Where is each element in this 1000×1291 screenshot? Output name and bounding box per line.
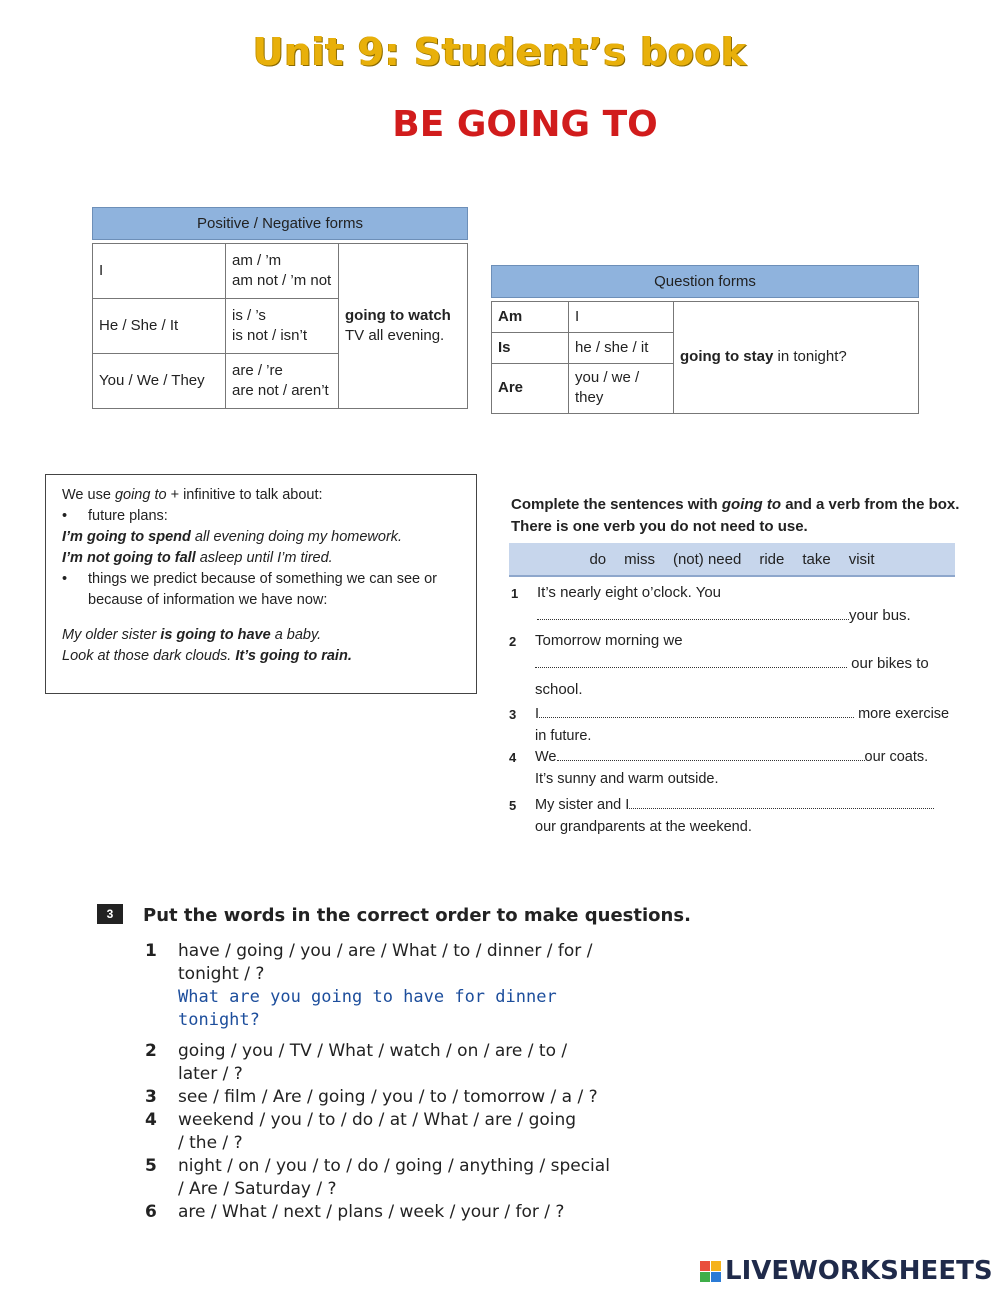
subject-cell: I [93, 244, 226, 299]
item-number: 2 [145, 1041, 157, 1061]
verb-negative: are not / aren’t [232, 382, 329, 399]
info-example: My older sister is going to have a baby. [62, 627, 322, 644]
verb-option: visit [848, 550, 875, 568]
verb-positive: am / ’m [232, 251, 282, 269]
question-item: 5 night / on / you / to / do / going / anything / special / Are / Saturday / ? [145, 1156, 610, 1199]
verb-positive: is / ’s [232, 306, 266, 324]
liveworksheets-logo: LIVEWORKSHEETS [700, 1256, 993, 1286]
info-example: I’m going to spend all evening doing my homework. [62, 529, 403, 546]
item-number: 1 [145, 941, 157, 961]
exercise-item: 3 I more exercise in future. [535, 703, 959, 748]
exercise-item: 4 We our coats. It’s sunny and warm outside. [535, 746, 955, 791]
complement-bold: going to stay [680, 348, 774, 366]
aux-cell: Are [492, 364, 569, 414]
verb-option: (not) need [672, 550, 742, 568]
subject-cell: You / We / They [93, 354, 226, 409]
question-item: 4 weekend / you / to / do / at / What / are / going / the / ? [145, 1110, 577, 1153]
section-title: Put the words in the correct order to make questions. [143, 905, 691, 926]
answer-text[interactable]: tonight? [178, 1009, 260, 1030]
question-item: 6 are / What / next / plans / week / your / for / ? [145, 1202, 565, 1222]
answer-blank[interactable] [535, 653, 847, 668]
verb-option: do [589, 550, 607, 568]
item-number: 2 [509, 634, 517, 649]
subject-cell: He / She / It [93, 299, 226, 354]
section-badge: 3 [97, 904, 123, 924]
subject-cell: you / we / they [569, 364, 674, 414]
logo-mark-icon [700, 1261, 721, 1282]
verb-option: take [802, 550, 831, 568]
complement-bold: going to watch [345, 306, 451, 324]
question-item: 2 going / you / TV / What / watch / on / are / to / later / ? [145, 1041, 568, 1084]
table-heading: Positive / Negative forms [92, 207, 468, 240]
subject-cell: I [569, 302, 674, 333]
complement-rest: in tonight? [773, 348, 847, 366]
item-number: 5 [145, 1156, 157, 1176]
info-example: Look at those dark clouds. It’s going to rain. [62, 648, 352, 665]
answer-blank[interactable] [557, 746, 865, 761]
page-subtitle: BE GOING TO [392, 104, 658, 145]
verb-negative: is not / isn’t [232, 327, 308, 344]
exercise-item: 2 Tomorrow morning we our bikes to school. [509, 632, 929, 698]
exercise-item: 1 It’s nearly eight o’clock. You your bus. [511, 584, 911, 624]
item-number: 4 [509, 750, 517, 765]
grammar-info-box [45, 474, 477, 694]
aux-cell: Is [492, 333, 569, 364]
item-number: 1 [511, 586, 519, 601]
info-intro: We use going to + infinitive to talk about: [62, 487, 323, 503]
page-title: Unit 9: Student’s book [253, 30, 747, 74]
verb-cell [226, 354, 339, 409]
subject-cell: he / she / it [569, 333, 674, 364]
verb-positive: are / ’re [232, 361, 283, 379]
info-bullet: • things we predict because of something we can see or because of information we have now: [62, 569, 460, 611]
question-item: 1 have / going / you / are / What / to / dinner / for / tonight / ? What are you going to have for dinner tonight? [178, 940, 718, 1032]
verb-cell [226, 299, 339, 354]
answer-blank[interactable] [539, 703, 854, 718]
answer-blank[interactable] [629, 794, 934, 809]
item-number: 6 [145, 1202, 157, 1222]
answer-text[interactable]: What are you going to have for dinner [178, 986, 557, 1007]
verb-box [509, 543, 955, 577]
verb-option: ride [759, 550, 785, 568]
answer-blank[interactable] [537, 605, 849, 620]
item-number: 3 [509, 707, 517, 722]
table-row [492, 302, 919, 333]
item-number: 4 [145, 1110, 157, 1130]
complement-cell [339, 244, 468, 409]
complement-rest: TV all evening. [345, 327, 445, 344]
verb-option: miss [624, 550, 655, 568]
positive-negative-table [92, 207, 468, 409]
info-bullet: • future plans: [62, 506, 460, 527]
verb-cell [226, 244, 339, 299]
question-item: 3 see / film / Are / going / you / to / tomorrow / a / ? [145, 1087, 598, 1107]
table-heading: Question forms [491, 265, 919, 298]
question-forms-table [491, 265, 919, 414]
exercise-item: 5 My sister and I our grandparents at the weekend. [535, 794, 955, 839]
info-example: I’m not going to fall asleep until I’m tired. [62, 550, 333, 567]
exercise-instructions: Complete the sentences with going to and a verb from the box. There is one verb you do not need to use. [511, 496, 960, 535]
item-number: 3 [145, 1087, 157, 1107]
complement-cell [674, 302, 919, 414]
aux-cell: Am [492, 302, 569, 333]
table-row [93, 244, 468, 299]
item-number: 5 [509, 798, 517, 813]
verb-negative: am not / ’m not [232, 272, 332, 289]
